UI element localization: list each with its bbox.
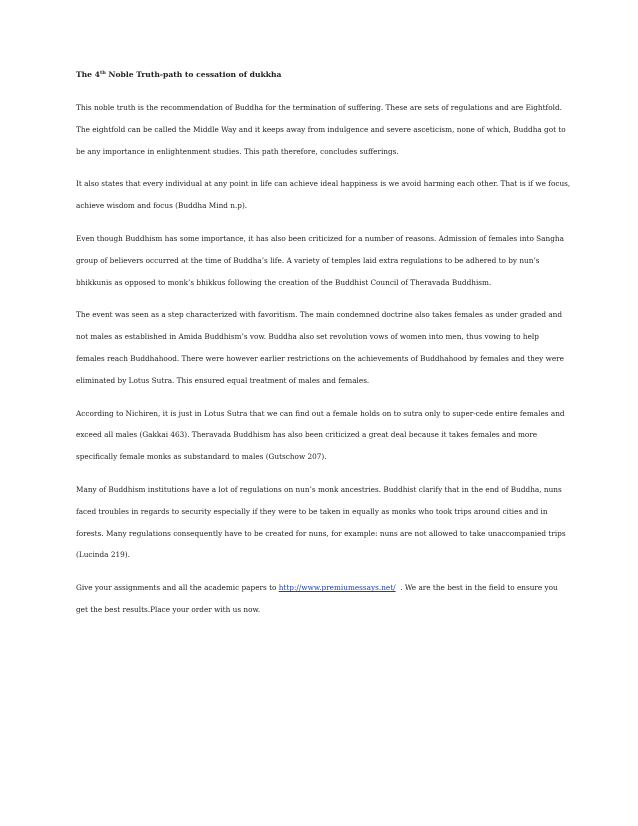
paragraph-line: (Lucinda 219). xyxy=(76,550,130,560)
paragraph-line: eliminated by Lotus Sutra. This ensured equal treatment of males and females. xyxy=(76,375,370,385)
paragraph-line: forests. Many regulations consequently have to be created for nuns, for example: nuns are not allowed to take unaccompanied trips xyxy=(76,528,566,538)
paragraph-line: The eightfold can be called the Middle Way and it keeps away from indulgence and severe asceticism, none of which, Buddha got to xyxy=(76,124,566,134)
paragraph-criticism xyxy=(76,228,576,293)
paragraph-line: faced troubles in regards to security especially if they were to be taken in equally as monks who took trips around cities and in xyxy=(76,506,548,516)
document-heading xyxy=(76,69,576,80)
paragraph-line: group of believers occurred at the time of Buddha’s life. A variety of temples laid extra regulations to be adhered to by nun’s xyxy=(76,255,540,265)
paragraph-line: It also states that every individual at any point in life can achieve ideal happiness is we avoid harming each other. That is if we focus, xyxy=(76,179,571,189)
paragraph-line: females reach Buddhahood. There were however earlier restrictions on the achievements of Buddhahood by females and they were xyxy=(76,353,564,363)
heading-suffix: Noble Truth-path to cessation of dukkha xyxy=(105,70,282,79)
heading-prefix: The 4 xyxy=(76,70,100,79)
paragraph-eightfold-path xyxy=(76,97,576,162)
paragraph-regulations xyxy=(76,479,576,566)
paragraph-line: not males as established in Amida Buddhism’s vow. Buddha also set revolution vows of women into men, thus vowing to help xyxy=(76,332,539,342)
paragraph-favoritism xyxy=(76,304,576,391)
paragraph-nichiren xyxy=(76,403,576,468)
document-page xyxy=(76,69,576,632)
paragraph-line: Many of Buddhism institutions have a lot of regulations on nun’s monk ancestries. Buddhist clarify that in the end of Buddha, nuns xyxy=(76,484,562,494)
closing-text-before-link: Give your assignments and all the academic papers to xyxy=(76,583,279,593)
premiumessays-link[interactable]: http://www.premiumessays.net/ xyxy=(278,583,396,593)
paragraph-line: Even though Buddhism has some importance, it has also been criticized for a number of reasons. Admission of females into Sangha xyxy=(76,233,564,243)
paragraph-line: exceed all males (Gakkai 463). Theravada Buddhism has also been criticized a great deal because it takes females and more xyxy=(76,430,538,440)
paragraph-ideal-happiness xyxy=(76,173,576,217)
paragraph-line: be any importance in enlightenment studies. This path therefore, concludes sufferings. xyxy=(76,146,399,156)
heading-superscript: th xyxy=(99,70,106,76)
paragraph-line: bhikkunis as opposed to monk’s bhikkus following the creation of the Buddhist Council of Theravada Buddhism. xyxy=(76,277,492,287)
closing-text-after-link: . We are the best in the field to ensure you xyxy=(395,583,558,593)
paragraph-line: specifically female monks as substandard to males (Gutschow 207). xyxy=(76,452,327,462)
paragraph-line: This noble truth is the recommendation of Buddha for the termination of suffering. These are sets of regulations and are Eightfold. xyxy=(76,103,562,112)
closing-line-1 xyxy=(76,577,576,599)
paragraph-line: achieve wisdom and focus (Buddha Mind n.p). xyxy=(76,201,248,211)
closing-line-2: get the best results.Place your order with us now. xyxy=(76,604,261,614)
paragraph-closing xyxy=(76,577,576,621)
paragraph-line: According to Nichiren, it is just in Lotus Sutra that we can find out a female holds on to sutra only to super-cede entire females and xyxy=(76,408,565,418)
paragraph-line: The event was seen as a step characterized with favoritism. The main condemned doctrine also takes females as under graded and xyxy=(76,310,563,320)
